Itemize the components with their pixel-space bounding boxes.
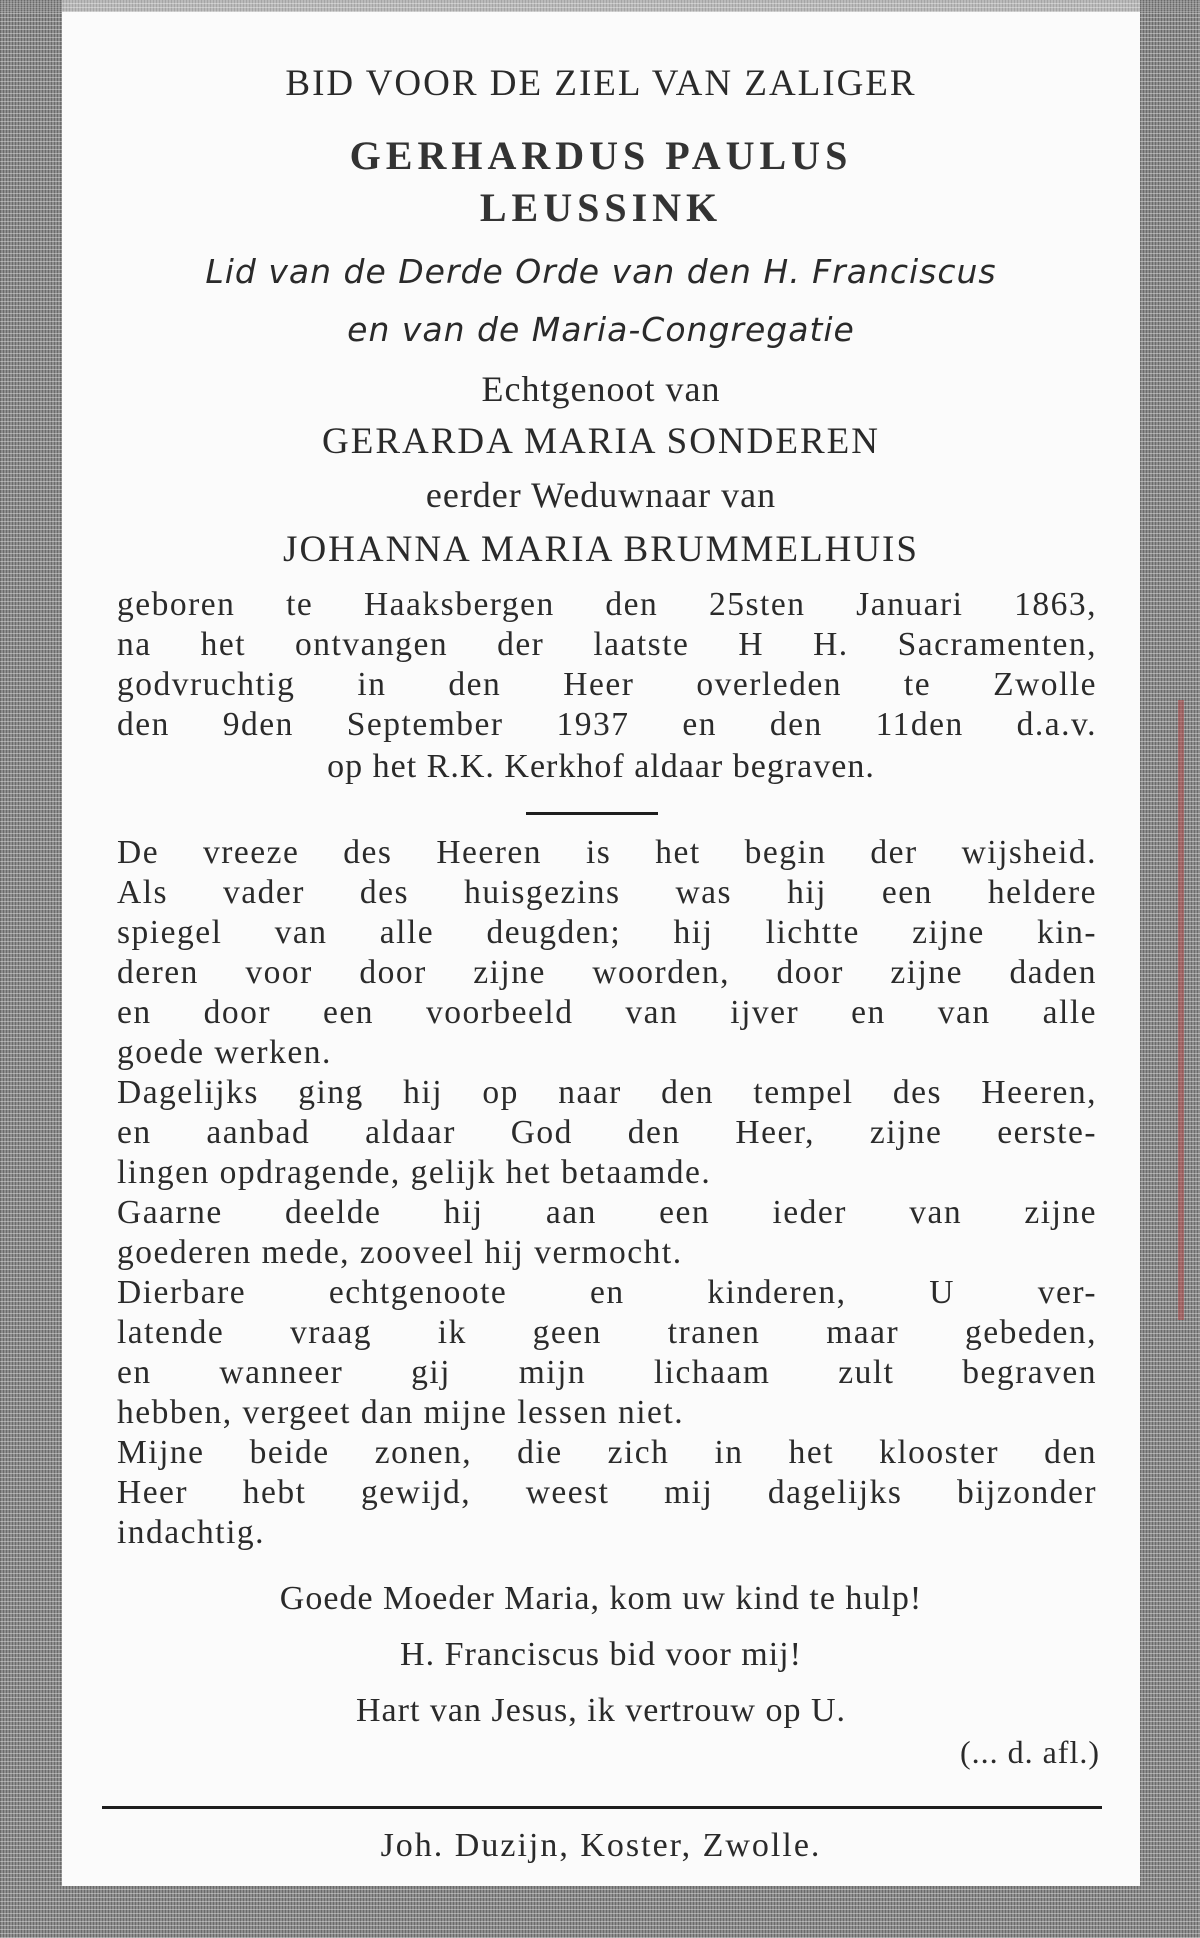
text-line: Gaarne deelde hij aan een ieder van zijne	[117, 1194, 1097, 1231]
text-line: De vreeze des Heeren is het begin der wijsheid.	[117, 834, 1097, 871]
deceased-name-line1: GERHARDUS PAULUS	[349, 133, 853, 178]
prayer-line: H. Franciscus bid voor mij!	[400, 1636, 802, 1673]
text-line: Heer hebt gewijd, weest mij dagelijks bijzonder	[117, 1474, 1097, 1511]
indulgence-note: (... d. afl.)	[959, 1734, 1100, 1770]
text-line: Dagelijks ging hij op naar den tempel des Heeren,	[117, 1074, 1097, 1111]
scan-border-bottom	[0, 1886, 1200, 1938]
text-line: Mijne beide zonen, die zich in het klooster den	[117, 1434, 1097, 1471]
text-line: en door een voorbeeld van ijver en van alle	[117, 994, 1097, 1031]
text-line: en wanneer gij mijn lichaam zult begraven	[117, 1354, 1097, 1391]
bio-line: den 9den September 1937 en den 11den d.a.v.	[117, 706, 1097, 743]
footer-rule	[102, 1806, 1102, 1809]
deceased-name-line2: LEUSSINK	[479, 185, 723, 230]
text-line: goederen mede, zooveel hij vermocht.	[117, 1234, 683, 1271]
text-line: goede werken.	[117, 1034, 332, 1071]
text-line: lingen opdragende, gelijk het betaamde.	[117, 1154, 712, 1191]
spouse-intro: Echtgenoot van	[481, 369, 721, 409]
membership-line2: en van de Maria-Congregatie	[347, 310, 855, 349]
text-line: hebben, vergeet dan mijne lessen niet.	[117, 1394, 685, 1431]
text-line: deren voor door zijne woorden, door zijne daden	[117, 954, 1097, 991]
scan-border-top	[0, 0, 1200, 12]
bio-line: na het ontvangen der laatste H H. Sacramenten,	[117, 626, 1097, 663]
section-divider	[526, 812, 658, 815]
text-line: spiegel van alle deugden; hij lichtte zijne kin-	[117, 914, 1097, 951]
prayer-line: Goede Moeder Maria, kom uw kind te hulp!	[279, 1580, 923, 1617]
text-line: Dierbare echtgenoote en kinderen, U ver-	[117, 1274, 1097, 1311]
text-line: latende vraag ik geen tranen maar gebeden,	[117, 1314, 1097, 1351]
bio-line: geboren te Haaksbergen den 25sten Januari 1863,	[117, 586, 1097, 623]
text-line: Als vader des huisgezins was hij een heldere	[117, 874, 1097, 911]
memorial-card	[62, 12, 1140, 1886]
scan-border-right	[1140, 0, 1200, 1938]
bio-line: godvruchtig in den Heer overleden te Zwolle	[117, 666, 1097, 703]
membership-line1: Lid van de Derde Orde van den H. Franciscus	[205, 252, 997, 291]
bio-line-last: op het R.K. Kerkhof aldaar begraven.	[327, 748, 875, 785]
text-line: indachtig.	[117, 1514, 266, 1551]
previous-spouse-intro: eerder Weduwnaar van	[425, 475, 777, 515]
spouse-name: GERARDA MARIA SONDEREN	[322, 421, 880, 462]
publisher-imprint: Joh. Duzijn, Koster, Zwolle.	[380, 1827, 822, 1864]
previous-spouse-name: JOHANNA MARIA BRUMMELHUIS	[283, 529, 919, 570]
card-edge-strip	[1178, 700, 1184, 1320]
scan-border-left	[0, 0, 62, 1938]
text-line: en aanbad aldaar God den Heer, zijne eerste-	[117, 1114, 1097, 1151]
card-header: BID VOOR DE ZIEL VAN ZALIGER	[285, 63, 917, 104]
prayer-line: Hart van Jesus, ik vertrouw op U.	[355, 1692, 847, 1729]
